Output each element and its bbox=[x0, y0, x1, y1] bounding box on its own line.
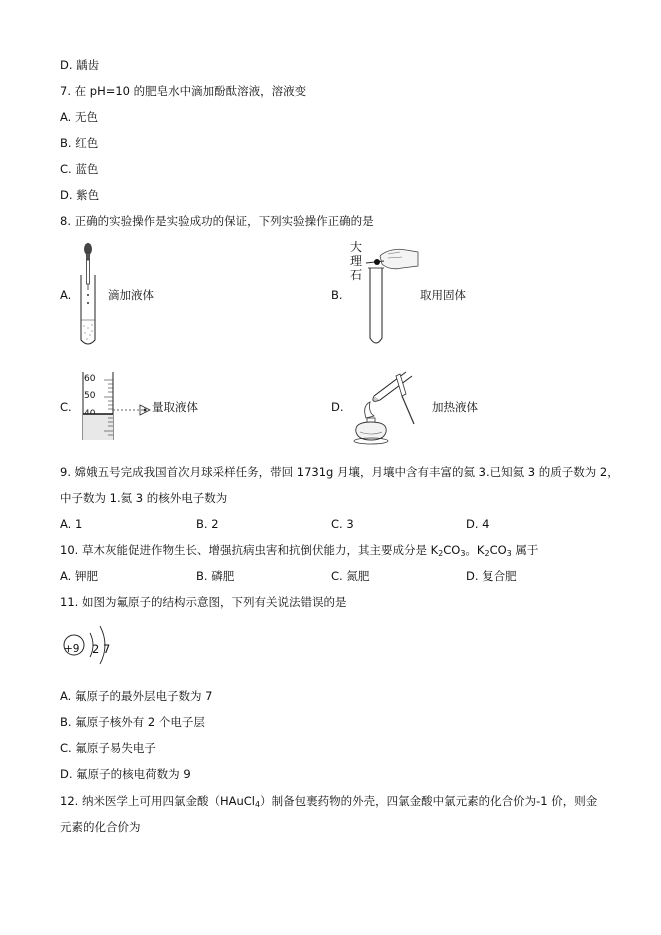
q10-stem-text-c: 。K bbox=[465, 543, 485, 557]
q8-stem: 8. 正确的实验操作是实验成功的保证，下列实验操作正确的是 bbox=[60, 214, 374, 228]
q12-stem-text-a: 12. 纳米医学上可用四氯金酸（HAuCl bbox=[60, 794, 255, 808]
q8-option-b-caption: 取用固体 bbox=[420, 288, 466, 302]
q10-stem-text-e: 属于 bbox=[511, 543, 539, 557]
q10-subscript: 3 bbox=[460, 549, 466, 558]
q10-stem-text-a: 10. 草木灰能促进作物生长、增强抗病虫害和抗倒伏能力，其主要成分是 K bbox=[60, 543, 439, 557]
q9-option-b: B. 2 bbox=[196, 517, 219, 531]
marble-test-tube-figure bbox=[362, 246, 422, 350]
q10-option-b: B. 磷肥 bbox=[196, 569, 235, 583]
q12-subscript: 4 bbox=[254, 800, 261, 809]
nucleus-charge: +9 bbox=[64, 643, 80, 655]
q10-stem bbox=[60, 542, 538, 562]
q11-option-b: B. 氟原子核外有 2 个电子层 bbox=[60, 715, 205, 729]
heating-test-tube-figure bbox=[340, 366, 420, 446]
q10-subscript: 2 bbox=[484, 549, 490, 558]
q7-option-b: B. 红色 bbox=[60, 136, 99, 150]
marble-label-char: 石 bbox=[350, 268, 363, 282]
q10-option-c: C. 氮肥 bbox=[331, 569, 370, 583]
q7-option-c: C. 蓝色 bbox=[60, 162, 99, 176]
q9-option-d: D. 4 bbox=[466, 517, 490, 531]
q8-option-a-letter: A. bbox=[60, 288, 72, 302]
q10-option-a: A. 钾肥 bbox=[60, 569, 98, 583]
q7-option-a: A. 无色 bbox=[60, 110, 98, 124]
q10-option-d: D. 复合肥 bbox=[466, 569, 517, 583]
q8-option-c-caption: 量取液体 bbox=[152, 400, 198, 414]
q9-option-c: C. 3 bbox=[331, 517, 354, 531]
q6-option-d: D. 龋齿 bbox=[60, 58, 100, 72]
q8-option-a-caption: 滴加液体 bbox=[108, 288, 154, 302]
shell-2-electrons: 7 bbox=[103, 642, 111, 656]
q9-option-a: A. 1 bbox=[60, 517, 83, 531]
q7-stem: 7. 在 pH=10 的肥皂水中滴加酚酞溶液，溶液变 bbox=[60, 84, 307, 98]
q11-option-a: A. 氟原子的最外层电子数为 7 bbox=[60, 689, 213, 703]
q9-stem-line1: 9. 嫦娥五号完成我国首次月球采样任务，带回 1731g 月壤，月壤中含有丰富的氦 3.已知氦 3 的质子数为 2， bbox=[60, 465, 619, 479]
scale-label-50: 50 bbox=[84, 391, 96, 401]
q8-option-b-letter: B. bbox=[331, 288, 343, 302]
q9-stem-line2: 中子数为 1.氦 3 的核外电子数为 bbox=[60, 491, 228, 505]
q11-stem: 11. 如图为氟原子的结构示意图，下列有关说法错误的是 bbox=[60, 595, 347, 609]
q10-stem-text-d: CO bbox=[489, 543, 507, 557]
marble-label-char: 理 bbox=[350, 254, 363, 268]
q7-option-d: D. 紫色 bbox=[60, 188, 100, 202]
q8-option-c-letter: C. bbox=[60, 400, 72, 414]
q10-subscript: 3 bbox=[506, 549, 512, 558]
q8-option-d-letter: D. bbox=[331, 400, 344, 414]
q10-stem-text-b: CO bbox=[443, 543, 461, 557]
q8-option-d-caption: 加热液体 bbox=[432, 400, 478, 414]
q12-stem-line2: 元素的化合价为 bbox=[60, 820, 141, 834]
q10-subscript: 2 bbox=[438, 549, 444, 558]
q11-option-d: D. 氟原子的核电荷数为 9 bbox=[60, 767, 191, 781]
q11-option-c: C. 氟原子易失电子 bbox=[60, 741, 156, 755]
shell-1-electrons: 2 bbox=[92, 642, 100, 656]
marble-label-char: 大 bbox=[350, 240, 363, 254]
q12-stem-line1 bbox=[60, 793, 597, 813]
q12-stem-text-b: ）制备包裹药物的外壳，四氯金酸中氯元素的化合价为-1 价，则金 bbox=[260, 794, 598, 808]
dropper-test-tube-figure bbox=[72, 240, 108, 350]
scale-label-60: 60 bbox=[84, 374, 96, 384]
graduated-cylinder-figure bbox=[80, 370, 152, 442]
